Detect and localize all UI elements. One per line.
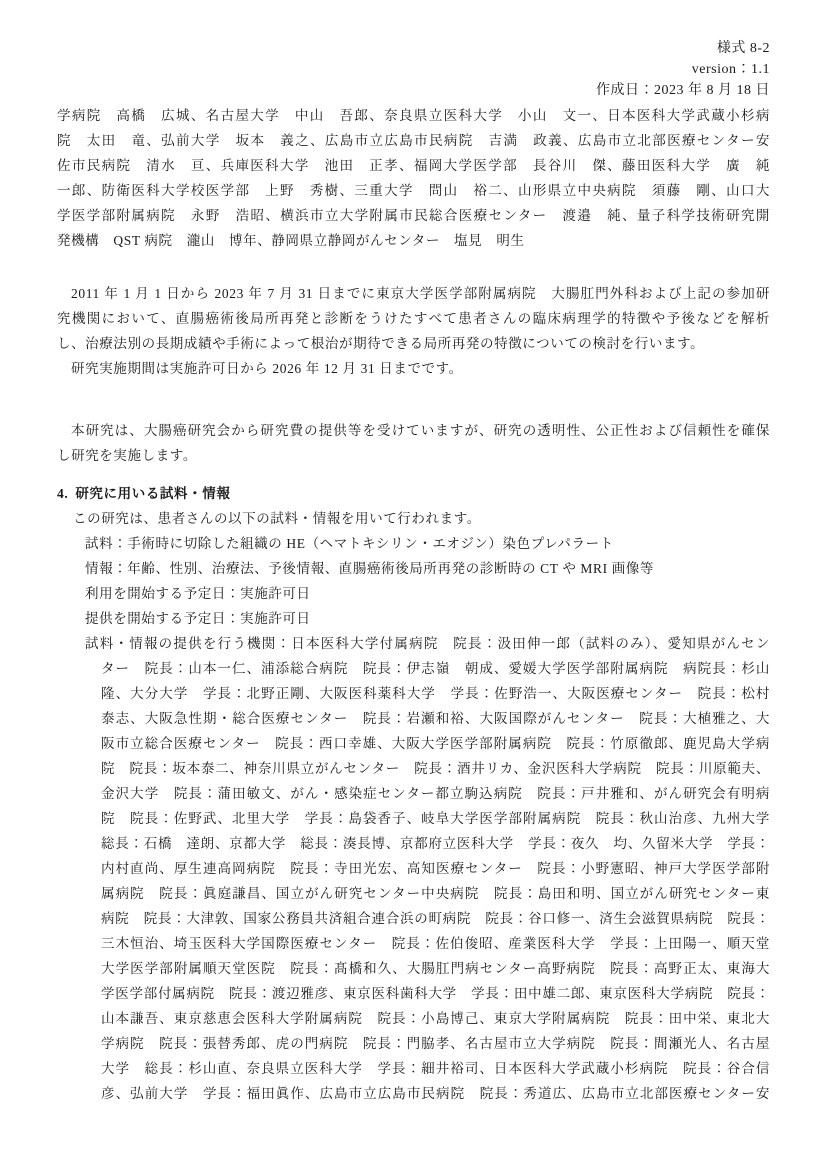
text-line: 2011 年 1 月 1 日から 2023 年 7 月 31 日までに東京大学医学部附属病院 大腸肛門外科および上記の参加研 xyxy=(71,286,770,301)
text-line: 試料：手術時に切除した組織の HE（ヘマトキシリン・エオジン）染色プレパラート xyxy=(85,536,614,551)
text-line: 大学医学部附属順天堂医院 院長：髙橋和久、大腸肛門病センター高野病院 院長：高野正太、東海大 xyxy=(101,961,770,976)
text-line: 院 院長：坂本泰二、神奈川県立がんセンター 院長：酒井リカ、金沢医科大学病院 院長：川原範夫、 xyxy=(101,761,770,776)
materials-info-items xyxy=(57,531,770,631)
text-line: 総長：石橋 達朗、京都大学 総長：湊長博、京都府立医科大学 学長：夜久 均、久留米大学 学長： xyxy=(101,836,770,851)
text-line: 泰志、大阪急性期・総合医療センター 院長：岩瀬和裕、大阪国際がんセンター 院長：大植雅之、大 xyxy=(101,711,770,726)
version-label: version：1.1 xyxy=(691,62,770,77)
document-header xyxy=(57,38,770,101)
text-line: 学病院 高橋 広城、名古屋大学 中山 吾郎、奈良県立医科大学 小山 文一、日本医科大学武蔵小杉病 xyxy=(57,108,770,123)
text-line: 試料・情報の提供を行う機関：日本医科大学付属病院 院長：汲田伸一郎（試料のみ）、愛知県がんセン xyxy=(85,636,770,651)
text-line: 大学 総長：杉山直、奈良県立医科大学 学長：細井裕司、日本医科大学武蔵小杉病院 院長：谷合信 xyxy=(101,1061,770,1076)
text-line: 隆、大分大学 学長：北野正剛、大阪医科薬科大学 学長：佐野浩一、大阪医療センター 院長：松村 xyxy=(101,686,770,701)
study-plan-paragraph xyxy=(57,281,770,356)
text-line: 発機構 QST 病院 瀧山 博年、静岡県立静岡がんセンター 塩見 明生 xyxy=(57,233,525,248)
text-line: 属病院 院長：眞庭謙昌、国立がん研究センター中央病院 院長：島田和明、国立がん研究センター東 xyxy=(101,886,770,901)
section-title: 研究に用いる試料・情報 xyxy=(75,486,231,501)
text-line: 金沢大学 院長：蒲田敏文、がん・感染症センター都立駒込病院 院長：戸井雅和、がん研究会有明病 xyxy=(101,786,770,801)
created-date: 作成日：2023 年 8 月 18 日 xyxy=(596,83,770,98)
text-line: 利用を開始する予定日：実施許可日 xyxy=(85,586,311,601)
text-line: この研究は、患者さんの以下の試料・情報を用いて行われます。 xyxy=(73,511,481,526)
study-period-paragraph xyxy=(57,356,770,381)
funding-paragraph xyxy=(57,418,770,468)
text-line: 内村直尚、厚生連高岡病院 院長：寺田光宏、高知医療センター 院長：小野憲昭、神戸大学医学部附 xyxy=(101,861,770,876)
text-line: し研究を実施します。 xyxy=(57,448,197,463)
section-4-intro xyxy=(57,506,770,531)
participants-list-continued xyxy=(57,103,770,253)
text-line: 本研究は、大腸癌研究会から研究費の提供等を受けていますが、研究の透明性、公正性および信頼性を確保 xyxy=(71,423,770,438)
text-line: 学医学部付属病院 院長：渡辺雅彦、東京医科歯科大学 学長：田中雄二郎、東京医科大学病院 院長： xyxy=(101,986,770,1001)
text-line: 究機関において、直腸癌術後局所再発と診断をうけたすべて患者さんの臨床病理学的特徴や予後などを解析 xyxy=(57,311,770,326)
text-line: 三木恒治、埼玉医科大学国際医療センター 院長：佐伯俊昭、産業医科大学 学長：上田陽一、順天堂 xyxy=(101,936,770,951)
text-line: 彦、弘前大学 学長：福田眞作、広島市立広島市民病院 院長：秀道広、広島市立北部医療センター安 xyxy=(101,1086,770,1101)
text-line: 病院 院長：大津敦、国家公務員共済組合連合浜の町病院 院長：谷口修一、済生会滋賀県病院 院長： xyxy=(101,911,770,926)
text-line: 提供を開始する予定日：実施許可日 xyxy=(85,611,311,626)
text-line: 情報：年齢、性別、治療法、予後情報、直腸癌術後局所再発の診断時の CT や MRI 画像等 xyxy=(85,561,655,576)
form-number: 様式 8-2 xyxy=(716,41,770,56)
text-line: ター 院長：山本一仁、浦添総合病院 院長：伊志嶺 朝成、愛媛大学医学部附属病院 病院長：杉山 xyxy=(101,661,770,676)
text-line: 一郎、防衛医科大学校医学部 上野 秀樹、三重大学 問山 裕二、山形県立中央病院 須藤 剛、山口大 xyxy=(57,183,770,198)
text-line: 阪市立総合医療センター 院長：西口幸雄、大阪大学医学部附属病院 院長：竹原徹郎、鹿児島大学病 xyxy=(101,736,770,751)
text-line: 研究実施期間は実施許可日から 2026 年 12 月 31 日までです。 xyxy=(71,361,463,376)
text-line: 山本謙吾、東京慈恵会医科大学附属病院 院長：小島博己、東京大学附属病院 院長：田中栄、東北大 xyxy=(101,1011,770,1026)
text-line: し、治療法別の長期成績や手術によって根治が期待できる局所再発の特徴についての検討を行います。 xyxy=(57,336,705,351)
text-line: 院 院長：佐野武、北里大学 学長：島袋香子、岐阜大学医学部附属病院 院長：秋山治彦、九州大学 xyxy=(101,811,770,826)
provider-institutions-list xyxy=(57,631,770,1106)
text-line: 学病院 院長：張替秀郎、虎の門病院 院長：門脇孝、名古屋市立大学病院 院長：間瀬光人、名古屋 xyxy=(101,1036,770,1051)
text-line: 学医学部附属病院 永野 浩昭、横浜市立大学附属市民総合医療センター 渡邉 純、量子科学技術研究開 xyxy=(57,208,770,223)
text-line: 院 太田 竜、弘前大学 坂本 義之、広島市立広島市民病院 吉満 政義、広島市立北部医療センター安 xyxy=(57,133,770,148)
section-4-heading xyxy=(57,481,770,506)
text-line: 佐市民病院 清水 亘、兵庫医科大学 池田 正孝、福岡大学医学部 長谷川 傑、藤田医科大学 廣 純 xyxy=(57,158,770,173)
section-number: 4. xyxy=(57,486,69,501)
